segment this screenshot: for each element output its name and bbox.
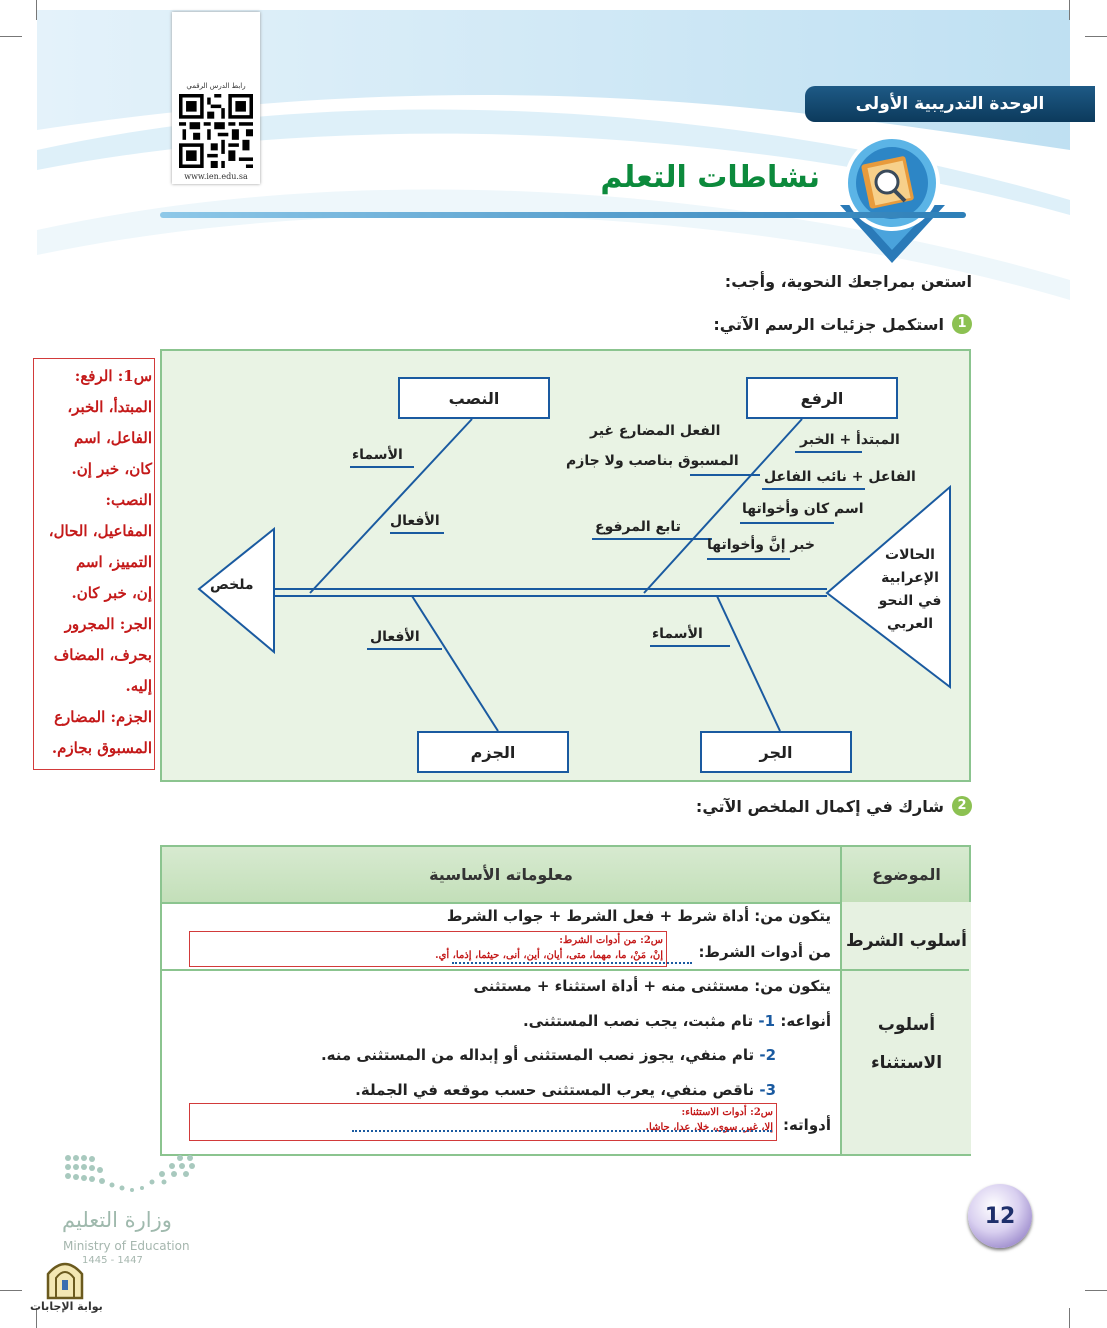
head-line: الحالات	[885, 547, 935, 563]
label-nasb-afaal: الأفعال	[390, 513, 440, 529]
question-text: شارك في إكمال الملخص الآتي:	[695, 796, 944, 816]
crop-mark	[1069, 1308, 1070, 1328]
answer-line: النصب:	[105, 491, 152, 509]
section-title: نشاطات التعلم	[600, 160, 820, 195]
answer-line: إن، خبر كان.	[71, 584, 152, 602]
shart-structure: يتكون من: أداة شرط + فعل الشرط + جواب الشرط	[446, 907, 831, 925]
type-text: تام مثبت، يجب نصب المستثنى.	[522, 1012, 754, 1030]
istithna-type-1	[523, 1012, 831, 1030]
title-underline	[160, 212, 966, 218]
istithna-type-3	[355, 1081, 776, 1099]
shart-answer-text: إنْ، مَنْ، ما، مهما، متى، أيان، أين، أنى، حيثما، إذما، أي.	[435, 950, 663, 961]
label-raf-follow: تابع المرفوع	[595, 519, 681, 535]
answer-dotted-line	[452, 962, 692, 964]
head-line: في النحو	[878, 593, 942, 609]
search-emblem-icon	[835, 135, 950, 265]
qr-card[interactable]	[172, 12, 260, 184]
fishbone-diagram	[160, 349, 971, 782]
head-line: الإعرابية	[881, 570, 939, 586]
type-text: تام منفي، يجوز نصب المستثنى أو إبداله من المستثنى منه.	[320, 1046, 755, 1064]
row-divider	[162, 969, 969, 971]
question-number: 1	[952, 314, 972, 334]
answer-line: المسبوق بجازم.	[51, 739, 152, 757]
topic-shart: أسلوب الشرط	[846, 931, 967, 951]
answer-line: كان، خبر إن.	[71, 460, 152, 478]
crop-mark	[0, 1290, 22, 1291]
question-text: استكمل جزئيات الرسم الآتي:	[713, 314, 944, 334]
label-jar-asma: الأسماء	[652, 626, 703, 642]
topic-istithna-2: الاستثناء	[870, 1053, 943, 1073]
types-label: أنواعه:	[780, 1012, 831, 1030]
answer-line: التمييز، اسم	[75, 553, 152, 571]
type-text: ناقص منفي، يعرب المستثنى حسب موقعه في الجملة.	[355, 1081, 755, 1099]
question-2	[696, 796, 972, 816]
answer-line: الفاعل، اسم	[74, 429, 152, 447]
answer-line: المفاعيل، الحال،	[48, 522, 152, 540]
header-info: معلوماته الأساسية	[429, 865, 573, 884]
answer-dotted-line	[352, 1130, 772, 1132]
topic-column	[840, 902, 971, 1154]
type-number: 2-	[759, 1046, 776, 1064]
istithna-type-2	[321, 1046, 776, 1064]
label-raf-verb-1: الفعل المضارع غير	[590, 423, 721, 439]
table-header	[162, 847, 969, 904]
answer-line: إليه.	[125, 677, 152, 695]
intro-text: استعن بمراجعك النحوية، وأجب:	[724, 272, 972, 291]
shart-answer-title: س2: من أدوات الشرط:	[559, 935, 663, 946]
crop-mark	[1085, 1290, 1107, 1291]
header-topic: الموضوع	[840, 847, 971, 902]
question-1	[713, 314, 972, 334]
answer-line: س1: الرفع:	[74, 367, 152, 385]
answer-line: الجر: المجرور	[64, 615, 152, 633]
ministry-name-en: Ministry of Education	[63, 1239, 190, 1253]
label-raf-4: خبر إنَّ وأخواتها	[707, 537, 815, 553]
qr-url[interactable]: www.ien.edu.sa	[184, 172, 248, 181]
crop-mark	[0, 36, 22, 37]
label-nasb-asma: الأسماء	[352, 447, 403, 463]
page-number: 12	[968, 1184, 1032, 1248]
head-line: العربي	[886, 616, 934, 632]
ministry-name-ar: وزارة التعليم	[62, 1208, 172, 1232]
type-number: 3-	[759, 1081, 776, 1099]
istithna-structure: يتكون من: مستثنى منه + أداة استثناء + مستثنى	[473, 977, 831, 995]
watermark-text: بوابة الإجابات	[30, 1300, 103, 1313]
edition-year: 1445 - 1447	[82, 1255, 143, 1266]
type-number: 1-	[758, 1012, 776, 1030]
side-answer	[33, 358, 155, 770]
summary-table	[160, 845, 971, 1156]
question-number: 2	[952, 796, 972, 816]
box-jazm: الجزم	[417, 731, 569, 773]
crop-mark	[1085, 36, 1107, 37]
box-jar: الجر	[700, 731, 852, 773]
istithna-tools-label: أدواته:	[782, 1116, 831, 1134]
diagram-tail: ملخص	[210, 577, 254, 593]
diagram-head	[870, 544, 950, 636]
box-raf: الرفع	[746, 377, 898, 419]
label-raf-1: المبتدأ + الخبر	[800, 432, 900, 448]
crop-mark	[36, 0, 37, 20]
qr-caption: رابط الدرس الرقمي	[186, 82, 246, 90]
istithna-answer	[189, 1103, 777, 1141]
label-jazm-afaal: الأفعال	[370, 629, 420, 645]
label-raf-3: اسم كان وأخواتها	[742, 501, 864, 517]
qr-code-icon[interactable]	[179, 94, 253, 168]
istithna-answer-title: س2: أدوات الاستثناء:	[681, 1107, 773, 1118]
label-raf-verb-2: المسبوق بناصب ولا جازم	[566, 453, 739, 469]
crop-mark	[1069, 0, 1070, 20]
answer-line: المبتدأ، الخبر،	[67, 398, 152, 416]
topic-istithna-1: أسلوب	[877, 1015, 936, 1035]
unit-title: الوحدة التدريبية الأولى	[805, 86, 1095, 122]
answer-line: بحرف، المضاف	[53, 646, 152, 664]
box-nasb: النصب	[398, 377, 550, 419]
gate-logo-icon	[44, 1256, 86, 1300]
shart-tools-label: من أدوات الشرط:	[698, 943, 831, 961]
answer-line: الجزم: المضارع	[54, 708, 152, 726]
istithna-answer-text: إلا، غير، سوى، خلا، عدا، حاشا.	[645, 1122, 773, 1133]
ministry-logo-icon	[62, 1152, 202, 1198]
label-raf-2: الفاعل + نائب الفاعل	[764, 469, 916, 485]
